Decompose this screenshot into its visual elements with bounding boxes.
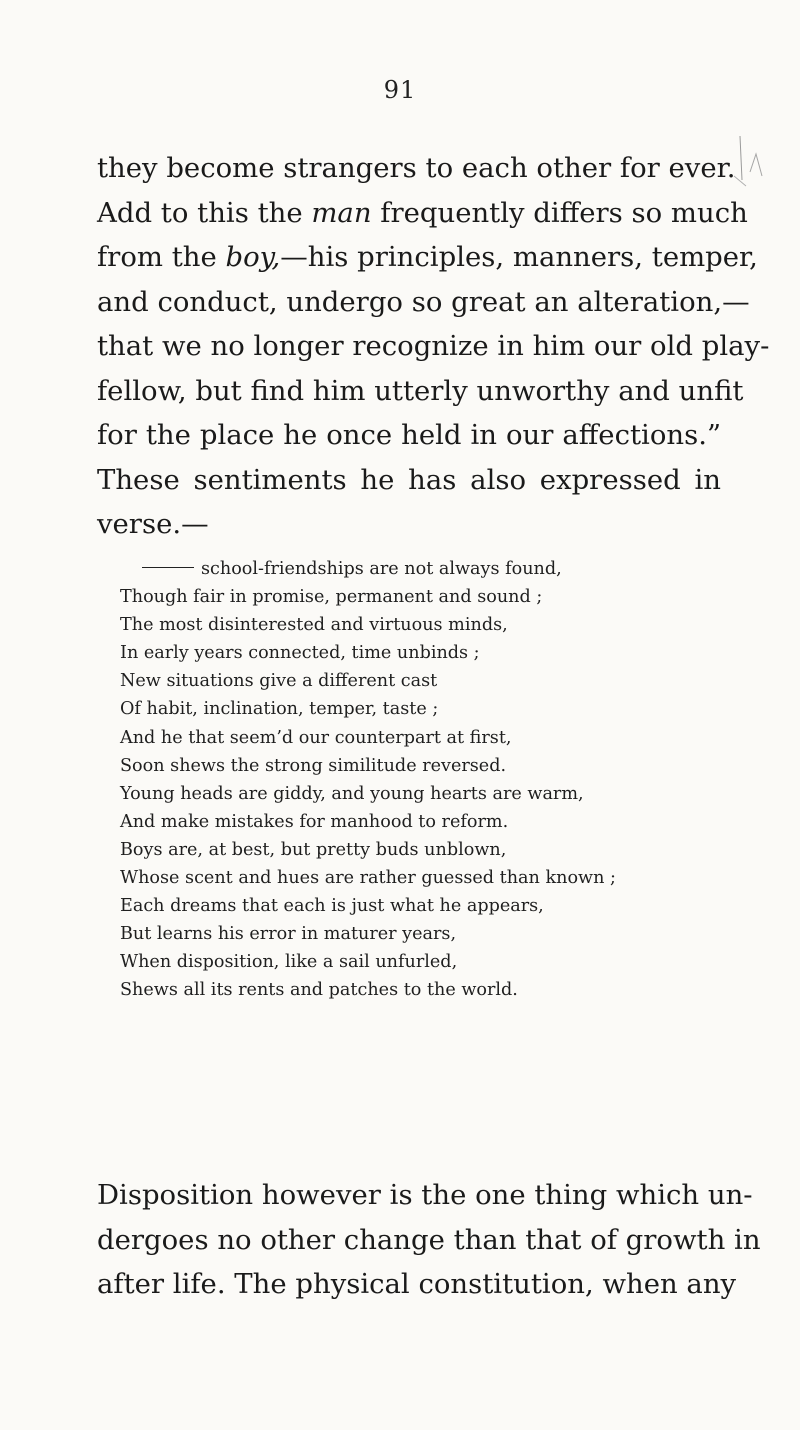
paragraph-bottom [97, 1173, 761, 1307]
verse-line: And make mistakes for manhood to reform. [120, 811, 509, 832]
page-number: 91 [383, 76, 417, 104]
emphasis-man: man [311, 196, 372, 229]
text-line: Disposition however is the one thing which un- [97, 1179, 753, 1211]
verse-line: Whose scent and hues are rather guessed than known ; [120, 868, 616, 889]
verse-line: Each dreams that each is just what he appears, [120, 896, 544, 917]
paragraph-top [97, 146, 770, 547]
verse-line: And he that seem’d our counterpart at first, [120, 727, 512, 748]
text-line: they become strangers to each other for ever. [97, 152, 736, 184]
verse-line: Boys are, at best, but pretty buds unblown, [120, 839, 507, 860]
text-line: that we no longer recognize in him our old play- [97, 330, 770, 362]
verse-line: New situations give a different cast [120, 671, 438, 692]
verse-line: Of habit, inclination, temper, taste ; [120, 699, 439, 720]
text-line: verse.— [97, 508, 209, 540]
verse-line: Young heads are giddy, and young hearts are warm, [120, 783, 584, 804]
text-line: for the place he once held in our affections.” [97, 419, 721, 451]
verse-line: But learns his error in maturer years, [120, 924, 457, 945]
text-line: These sentiments he has also expressed in [97, 463, 721, 496]
verse-line: Shews all its rents and patches to the world. [120, 980, 518, 1001]
verse-line: Though fair in promise, permanent and sound ; [120, 587, 543, 608]
verse-line: The most disinterested and virtuous minds, [120, 615, 508, 636]
verse-quotation [120, 555, 616, 1005]
text-line: and conduct, undergo so great an alteration,— [97, 285, 750, 318]
text-line: Add to this the man frequently differs so much [97, 196, 748, 229]
verse-line: In early years connected, time unbinds ; [120, 643, 480, 664]
verse-line: school-friendships are not always found, [120, 555, 616, 583]
text-line: dergoes no other change than that of growth in [97, 1223, 761, 1256]
text-line: from the boy,—his principles, manners, temper, [97, 241, 758, 273]
verse-line: Soon shews the strong similitude reversed. [120, 755, 507, 776]
text-line: fellow, but find him utterly unworthy and unfit [97, 374, 744, 407]
verse-line: When disposition, like a sail unfurled, [120, 952, 458, 973]
emphasis-boy: boy, [225, 241, 281, 273]
text-line: after life. The physical constitution, when any [97, 1268, 737, 1300]
